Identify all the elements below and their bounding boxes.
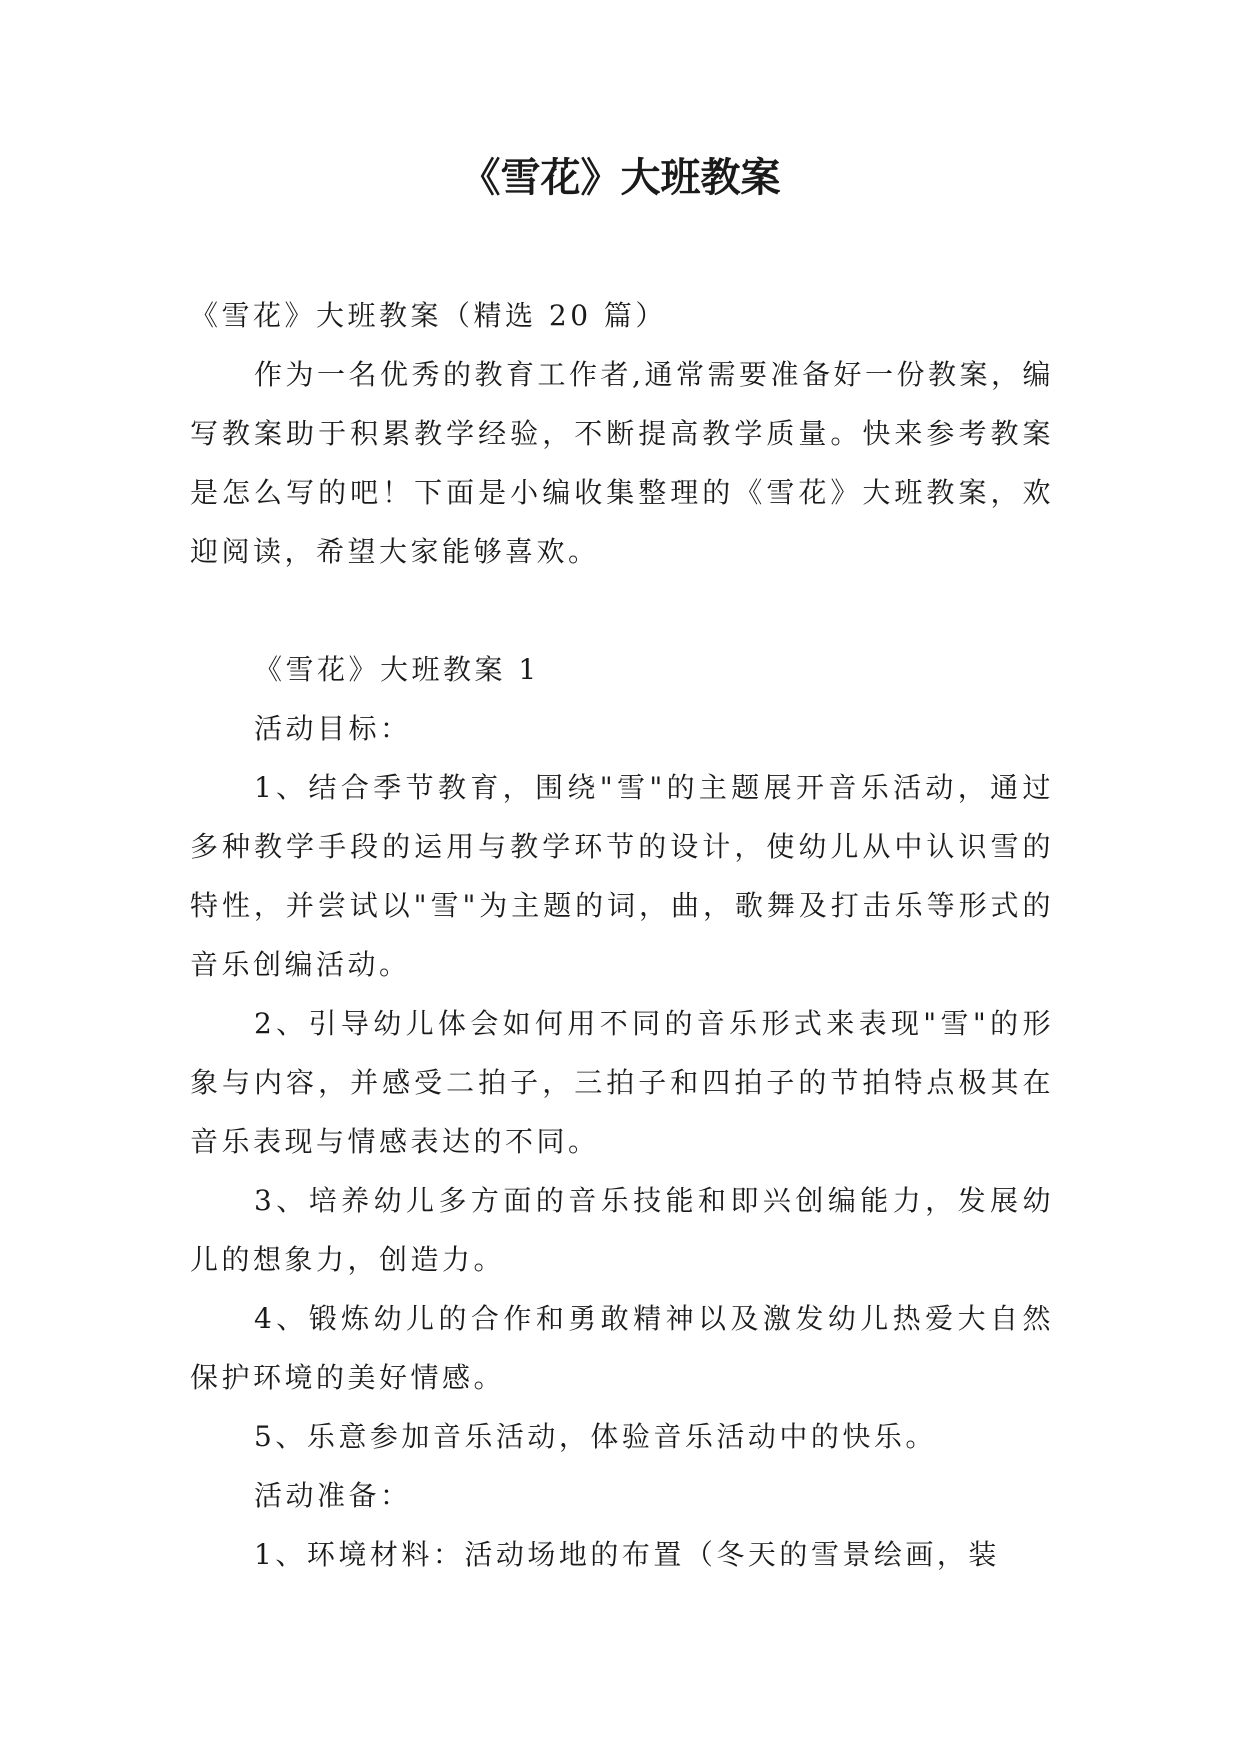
document-subtitle: 《雪花》大班教案（精选 20 篇） bbox=[190, 299, 667, 332]
prep-label: 活动准备： bbox=[254, 1479, 412, 1512]
paragraph-gap bbox=[190, 581, 1054, 640]
goal-item-4: 4、锻炼幼儿的合作和勇敢精神以及激发幼儿热爱大自然保护环境的美好情感。 bbox=[190, 1302, 1054, 1394]
goals-label: 活动目标： bbox=[254, 712, 412, 745]
document-body bbox=[190, 286, 1054, 1584]
intro-paragraph: 作为一名优秀的教育工作者,通常需要准备好一份教案，编写教案助于积累教学经验，不断提高教学质量。快来参考教案是怎么写的吧！下面是小编收集整理的《雪花》大班教案，欢迎阅读，希望大家能够喜欢。 bbox=[190, 358, 1054, 568]
goal-item-1: 1、结合季节教育，围绕"雪"的主题展开音乐活动，通过多种教学手段的运用与教学环节的设计，使幼儿从中认识雪的特性，并尝试以"雪"为主题的词，曲，歌舞及打击乐等形式的音乐创编活动。 bbox=[190, 771, 1054, 981]
goal-item-2: 2、引导幼儿体会如何用不同的音乐形式来表现"雪"的形象与内容，并感受二拍子，三拍子和四拍子的节拍特点极其在音乐表现与情感表达的不同。 bbox=[190, 1007, 1054, 1158]
document-title: 《雪花》大班教案 bbox=[460, 155, 781, 201]
prep-item-1: 1、环境材料：活动场地的布置（冬天的雪景绘画，装 bbox=[254, 1538, 1000, 1571]
section-heading: 《雪花》大班教案 1 bbox=[254, 653, 540, 686]
goal-item-3: 3、培养幼儿多方面的音乐技能和即兴创编能力，发展幼儿的想象力，创造力。 bbox=[190, 1184, 1054, 1276]
goal-item-5: 5、乐意参加音乐活动，体验音乐活动中的快乐。 bbox=[254, 1420, 937, 1453]
